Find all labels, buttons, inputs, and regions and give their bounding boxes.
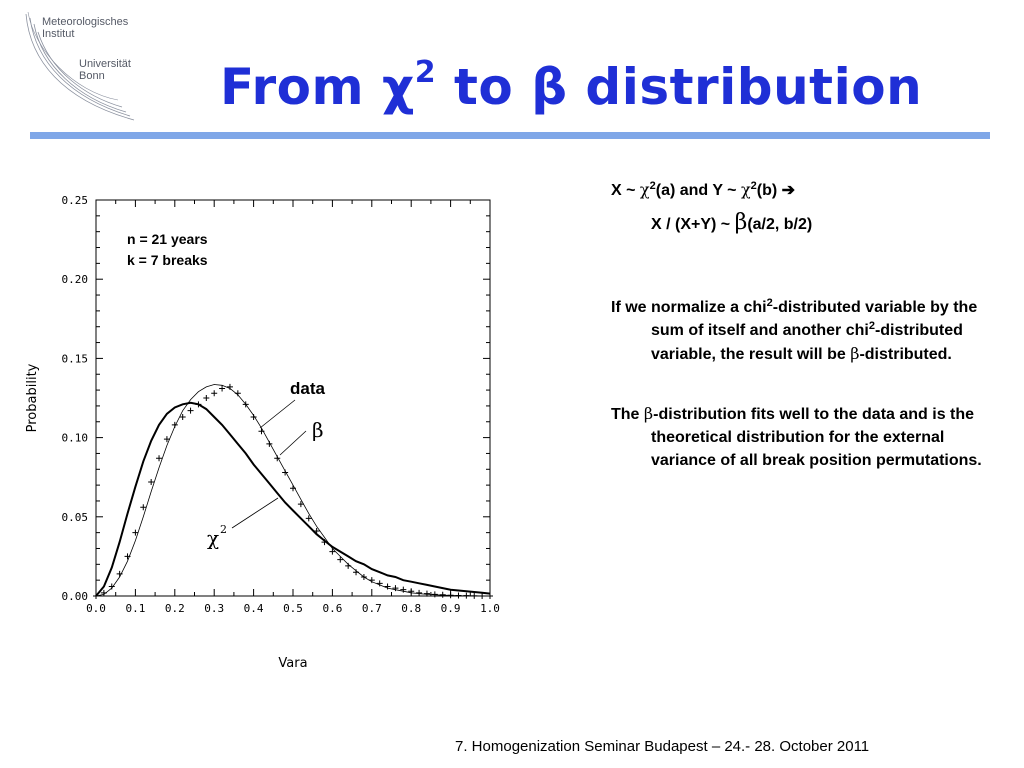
explanation-text <box>611 178 991 472</box>
series-line-chi2 <box>96 403 490 596</box>
x-tick-label: 0.0 <box>86 602 106 615</box>
logo-line-1: Meteorologisches <box>42 16 129 28</box>
distribution-chart <box>20 180 520 680</box>
x-tick-label: 0.7 <box>361 602 382 615</box>
title-underline-bar <box>30 132 990 139</box>
data-point <box>298 501 304 507</box>
annotation-n-years: n = 21 years <box>127 231 208 247</box>
label-beta: β <box>312 418 324 442</box>
leader-line-beta <box>280 431 306 455</box>
x-tick-label: 0.6 <box>322 602 343 615</box>
data-point <box>227 384 233 390</box>
data-point <box>188 408 194 414</box>
label-chi2-exponent: 2 <box>220 523 227 536</box>
relation-line-1: X ~ $\chi^2(a)$ and Y ~ $\chi^2(b)$ ➔ <box>611 180 796 199</box>
y-tick-label: 0.05 <box>61 510 88 524</box>
y-axis-label: Probability <box>25 363 40 433</box>
x-tick-label: 0.1 <box>125 602 146 615</box>
paragraph-fit: The β-distribution fits well to the data and is the theoretical distribution for the external variance of all break position permutations. <box>611 404 982 469</box>
data-point <box>203 395 209 401</box>
x-tick-label: 1.0 <box>480 602 500 615</box>
x-tick-label: 0.4 <box>243 602 264 615</box>
x-tick-label: 0.3 <box>204 602 225 615</box>
logo-line-3: Universität <box>79 58 131 70</box>
data-point <box>329 549 335 555</box>
leader-line-chi2 <box>232 498 278 528</box>
data-point <box>416 590 422 596</box>
paragraph-normalize: If we normalize a chi$^2$-distributed variable by the sum of itself and another chi$^2$-distributed variable, the result will be β-distributed. <box>611 297 978 363</box>
relation-line-2: X / (X+Y) ~ β(a/2, b/2) <box>651 210 813 235</box>
footer-conference: 7. Homogenization Seminar Budapest – 24.- 28. October 2011 <box>455 738 870 755</box>
data-point <box>211 390 217 396</box>
university-logo <box>22 10 182 130</box>
x-axis-label: Vara <box>278 656 308 671</box>
y-tick-label: 0.00 <box>61 590 88 603</box>
x-tick-label: 0.2 <box>164 602 185 615</box>
label-chi2: χ <box>207 526 220 550</box>
data-point <box>156 455 162 461</box>
x-tick-label: 0.5 <box>283 602 303 615</box>
y-tick-label: 0.15 <box>61 352 88 366</box>
y-tick-label: 0.20 <box>61 273 88 287</box>
annotation-k-breaks: k = 7 breaks <box>127 252 208 268</box>
data-point <box>117 571 123 577</box>
chart-series <box>93 384 493 599</box>
data-point <box>337 557 343 563</box>
page-title: From $\chi^2$ to β distribution <box>220 55 923 116</box>
label-data: data <box>290 379 325 398</box>
logo-line-4: Bonn <box>79 70 105 82</box>
y-tick-label: 0.10 <box>61 431 88 445</box>
leader-line-data <box>260 400 295 428</box>
x-tick-label: 0.9 <box>440 602 461 615</box>
x-tick-label: 0.8 <box>401 602 422 615</box>
logo-line-2: Institut <box>42 28 75 40</box>
y-tick-label: 0.25 <box>61 194 88 207</box>
arrow-right-icon: ➔ <box>781 182 796 199</box>
